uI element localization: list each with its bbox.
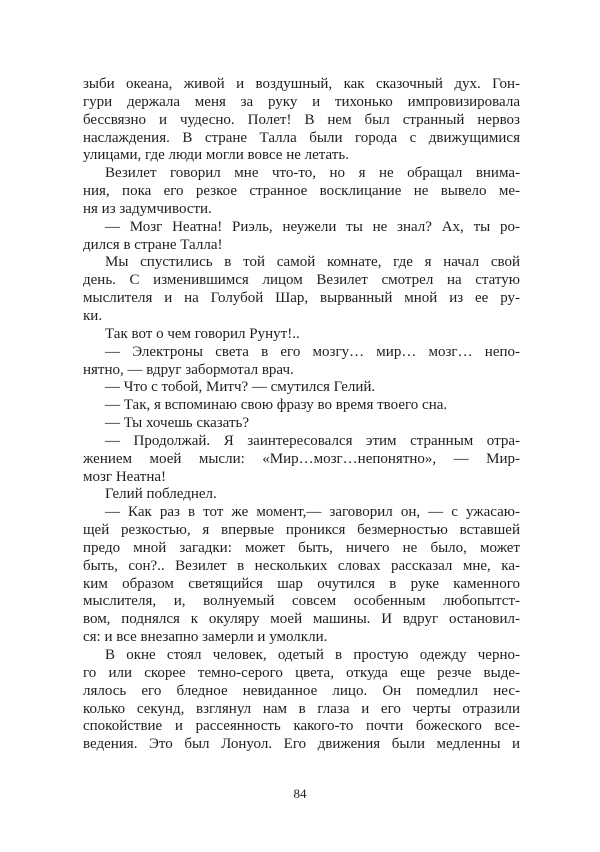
paragraph	[83, 486, 520, 504]
text-line: быть, сон?.. Везилет в нескольких словах рассказал мне, ка-	[83, 557, 520, 574]
paragraph	[83, 344, 520, 380]
paragraph	[83, 76, 520, 165]
text-line: — Ты хочешь сказать?	[105, 415, 250, 432]
paragraph	[83, 219, 520, 255]
paragraph	[83, 379, 520, 397]
text-line: — Что с тобой, Митч? — смутился Гелий.	[105, 379, 376, 396]
text-line: — Электроны света в его мозгу… мир… мозг… непо-	[105, 343, 520, 360]
paragraph	[83, 165, 520, 219]
paragraph	[83, 433, 520, 487]
text-line: — Так, я вспоминаю свою фразу во время твоего сна.	[105, 397, 448, 414]
text-line: В окне стоял человек, одетый в простую одежду черно-	[105, 647, 520, 663]
body-text	[83, 76, 520, 754]
text-line: ния, пока его резкое странное восклицание не вывело ме-	[83, 183, 520, 200]
text-line: мыслителя, и, волнуемый совсем особенным любопытст-	[83, 593, 520, 610]
paragraph	[83, 647, 520, 754]
text-line: предо мной загадки: может быть, ничего не было, может	[83, 539, 520, 556]
text-line: ки.	[83, 307, 103, 324]
text-line: спокойствие и рассеянность какого-то почти божеского все-	[83, 718, 520, 735]
paragraph	[83, 397, 520, 415]
text-line: мыслителя и на Голубой Шар, вырванный мной из ее ру-	[83, 290, 520, 307]
text-line: лялось его бледное невиданное лицо. Он помедлил нес-	[83, 682, 520, 699]
text-line: ведения. Это был Лонуол. Его движения были медленны и	[83, 736, 520, 753]
paragraph	[83, 254, 520, 325]
text-line: Гелий побледнел.	[105, 486, 217, 503]
paragraph	[83, 415, 520, 433]
text-line: ким образом светящийся шар очутился в руке каменного	[83, 575, 520, 592]
text-line: колько секунд, взглянул нам в глаза и его черты отразили	[83, 700, 520, 717]
text-line: нятно, — вдруг забормотал врач.	[83, 361, 294, 378]
text-line: мозг Неатна!	[83, 468, 166, 485]
text-line: ся: и все внезапно замерли и умолкли.	[83, 629, 328, 646]
text-line: улицами, где люди могли вовсе не летать.	[83, 147, 349, 164]
text-line: Так вот о чем говорил Рунут!..	[105, 325, 300, 342]
paragraph	[83, 504, 520, 647]
text-line: ня из задумчивости.	[83, 200, 212, 217]
paragraph	[83, 326, 520, 344]
text-line: — Мозг Неатна! Риэль, неужели ты не знал? Ах, ты ро-	[105, 218, 520, 235]
text-line: Мы спустились в той самой комнате, где я начал свой	[105, 254, 520, 271]
text-line: гури держала меня за руку и тихонько импровизировала	[83, 93, 520, 110]
text-line: дился в стране Талла!	[83, 236, 223, 253]
text-line: Везилет говорил мне что-то, но я не обращал внима-	[105, 165, 520, 182]
page-number: 84	[293, 786, 307, 801]
text-line: щей резкостью, я впервые проникся безмерностью вставшей	[83, 522, 520, 539]
text-line: — Как раз в тот же момент,— заговорил он, — с ужасаю-	[105, 504, 520, 521]
text-line: жением моей мысли: «Мир…мозг…непонятно», — Мир-	[83, 450, 520, 467]
text-line: го или скорее темно-серого цвета, откуда еще резче выде-	[83, 664, 520, 681]
text-line: вом, поднялся к окуляру моей машины. И вдруг остановил-	[83, 611, 520, 628]
text-line: зыби океана, живой и воздушный, как сказочный дух. Гон-	[83, 76, 520, 92]
text-line: бессвязно и чудесно. Полет! В нем был странный нервоз	[83, 111, 520, 128]
text-line: день. С изменившимся лицом Везилет смотрел на статую	[83, 272, 520, 289]
text-line: наслаждения. В стране Талла были города с движущимися	[83, 129, 520, 146]
text-line: — Продолжай. Я заинтересовался этим странным отра-	[105, 432, 520, 449]
